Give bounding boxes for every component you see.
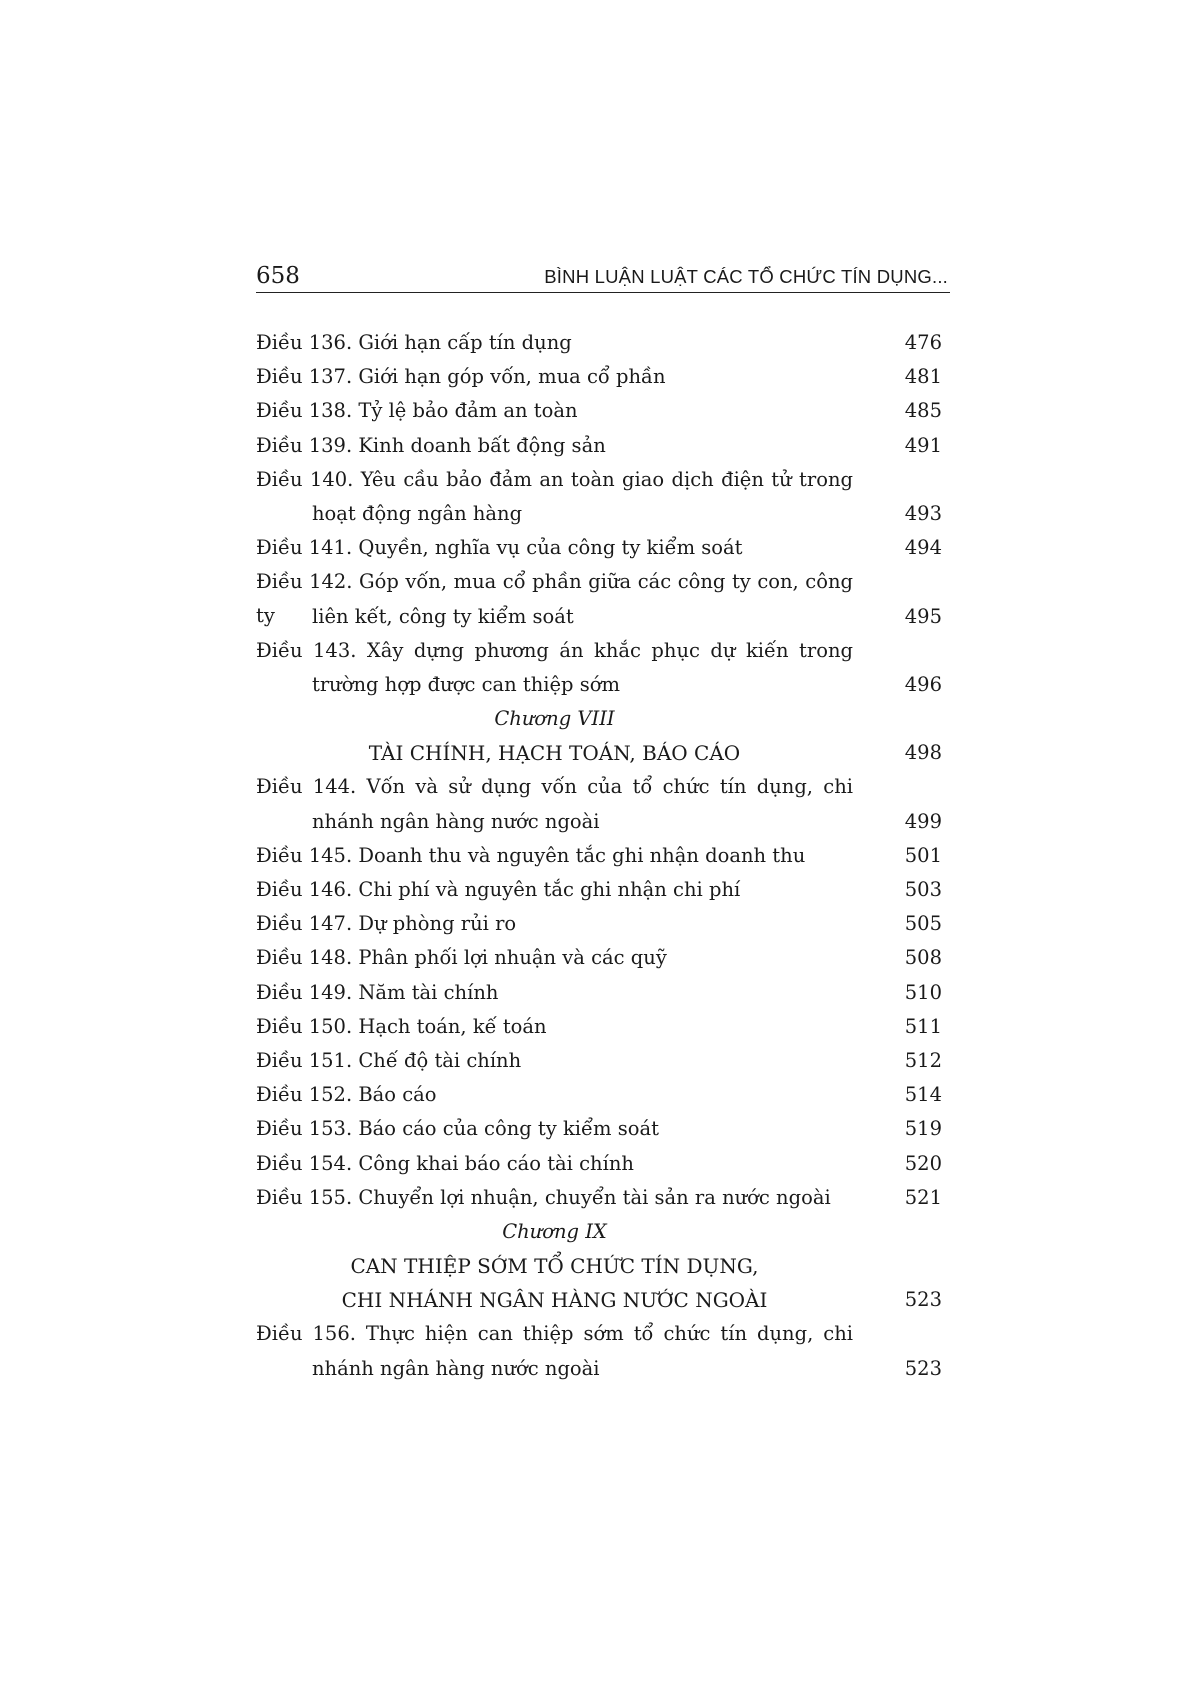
toc-entry [256, 907, 942, 941]
toc-entry-page: 496 [904, 672, 942, 696]
toc-entry-title-cont: nhánh ngân hàng nước ngoài [312, 1356, 600, 1380]
chapter-title: CHI NHÁNH NGÂN HÀNG NƯỚC NGOÀI [341, 1288, 768, 1313]
toc-entry [256, 839, 942, 873]
toc-entry-title: Điều 143. Xây dựng phương án khắc phục dự kiến trong [256, 638, 853, 662]
chapter-title-line [256, 1249, 942, 1283]
toc-entry-page: 512 [904, 1048, 942, 1072]
toc-entry-page: 499 [904, 809, 942, 833]
toc-entry-title: Điều 147. Dự phòng rủi ro [256, 912, 517, 936]
toc-entry [256, 463, 942, 497]
toc-entry [256, 394, 942, 428]
toc-entry-title-cont: hoạt động ngân hàng [312, 501, 523, 525]
toc-entry-title: Điều 139. Kinh doanh bất động sản [256, 433, 606, 457]
toc-entry [256, 976, 942, 1010]
toc-entry-continuation [256, 497, 942, 531]
toc-entry [256, 941, 942, 975]
toc-entry-title: Điều 136. Giới hạn cấp tín dụng [256, 331, 572, 354]
toc-entry [256, 1078, 942, 1112]
toc-entry [256, 360, 942, 394]
toc-entry-continuation [256, 805, 942, 839]
toc-entry [256, 634, 942, 668]
toc-entry-page: 520 [904, 1151, 942, 1175]
chapter-page: 498 [904, 741, 942, 765]
toc-entry [256, 770, 942, 804]
toc-entry-page: 505 [904, 912, 942, 936]
running-title: BÌNH LUẬN LUẬT CÁC TỔ CHỨC TÍN DỤNG... [544, 266, 948, 287]
chapter-label: Chương VIII [494, 707, 615, 731]
chapter-title-line [256, 1283, 942, 1317]
toc-entry-title-cont: nhánh ngân hàng nước ngoài [312, 809, 600, 833]
toc-entry-continuation [256, 600, 942, 634]
toc-entry-page: 501 [904, 843, 942, 867]
chapter-title: TÀI CHÍNH, HẠCH TOÁN, BÁO CÁO [368, 741, 741, 766]
toc-entry [256, 429, 942, 463]
toc-entry-title: Điều 149. Năm tài chính [256, 980, 499, 1004]
toc-entry-title: Điều 152. Báo cáo [256, 1083, 437, 1107]
toc-entry [256, 1010, 942, 1044]
toc-entry-title: Điều 140. Yêu cầu bảo đảm an toàn giao dịch điện tử trong [256, 467, 853, 491]
toc-entry-page: 493 [904, 501, 942, 525]
toc-entry-title: Điều 153. Báo cáo của công ty kiểm soát [256, 1117, 659, 1141]
toc-entry [256, 1317, 942, 1351]
toc-entry [256, 326, 942, 360]
chapter-label: Chương IX [502, 1219, 607, 1243]
toc-entry-page: 476 [904, 331, 942, 354]
toc-entry-title: Điều 146. Chi phí và nguyên tắc ghi nhận chi phí [256, 878, 741, 901]
toc-entry-title: Điều 155. Chuyển lợi nhuận, chuyển tài sản ra nước ngoài [256, 1185, 831, 1209]
toc-entry [256, 1181, 942, 1215]
toc-entry-page: 481 [904, 365, 942, 389]
toc-entry-title: Điều 150. Hạch toán, kế toán [256, 1014, 547, 1038]
chapter-title-line [256, 736, 942, 770]
chapter-heading [256, 1215, 942, 1249]
toc-entry-page: 494 [904, 536, 942, 560]
toc-entry [256, 1112, 942, 1146]
toc-entry-page: 510 [904, 980, 942, 1004]
page-number: 658 [256, 263, 300, 289]
toc-entry-page: 508 [904, 946, 942, 970]
toc-entry-title: Điều 144. Vốn và sử dụng vốn của tổ chức tín dụng, chi [256, 775, 853, 799]
toc-entry-page: 491 [904, 433, 942, 457]
toc-entry-page: 514 [904, 1083, 942, 1107]
toc-entry-title: Điều 154. Công khai báo cáo tài chính [256, 1151, 634, 1175]
toc-entry-continuation [256, 668, 942, 702]
toc-entry-title: Điều 156. Thực hiện can thiệp sớm tổ chức tín dụng, chi [256, 1322, 853, 1346]
chapter-heading [256, 702, 942, 736]
toc-entry [256, 1044, 942, 1078]
toc-entry-title-cont: liên kết, công ty kiểm soát [312, 604, 574, 628]
toc-entry-page: 485 [904, 399, 942, 423]
toc-entry-title: Điều 138. Tỷ lệ bảo đảm an toàn [256, 399, 578, 423]
toc-entry-title: Điều 142. Góp vốn, mua cổ phần giữa các công ty con, công ty [256, 570, 853, 628]
toc-entry-title: Điều 148. Phân phối lợi nhuận và các quỹ [256, 946, 667, 970]
toc-entry-title: Điều 151. Chế độ tài chính [256, 1048, 522, 1072]
toc-entry [256, 531, 942, 565]
toc-entry-title: Điều 137. Giới hạn góp vốn, mua cổ phần [256, 365, 666, 389]
toc-entry-page: 503 [904, 878, 942, 901]
toc-entry-page: 521 [904, 1185, 942, 1209]
toc-entry-continuation [256, 1352, 942, 1386]
chapter-title: CAN THIỆP SỚM TỔ CHỨC TÍN DỤNG, [350, 1254, 759, 1279]
toc-entry-title: Điều 141. Quyền, nghĩa vụ của công ty kiểm soát [256, 536, 743, 560]
toc-entry [256, 873, 942, 907]
toc-entry-title: Điều 145. Doanh thu và nguyên tắc ghi nhận doanh thu [256, 843, 806, 867]
toc-entry-title-cont: trường hợp được can thiệp sớm [312, 672, 620, 696]
toc-entry-page: 519 [904, 1117, 942, 1141]
table-of-contents [256, 326, 942, 1386]
toc-entry-page: 523 [904, 1356, 942, 1380]
toc-entry-page: 495 [904, 604, 942, 628]
page-header [256, 262, 950, 293]
toc-entry-page: 511 [904, 1014, 942, 1038]
chapter-page: 523 [904, 1288, 942, 1312]
toc-entry [256, 1147, 942, 1181]
